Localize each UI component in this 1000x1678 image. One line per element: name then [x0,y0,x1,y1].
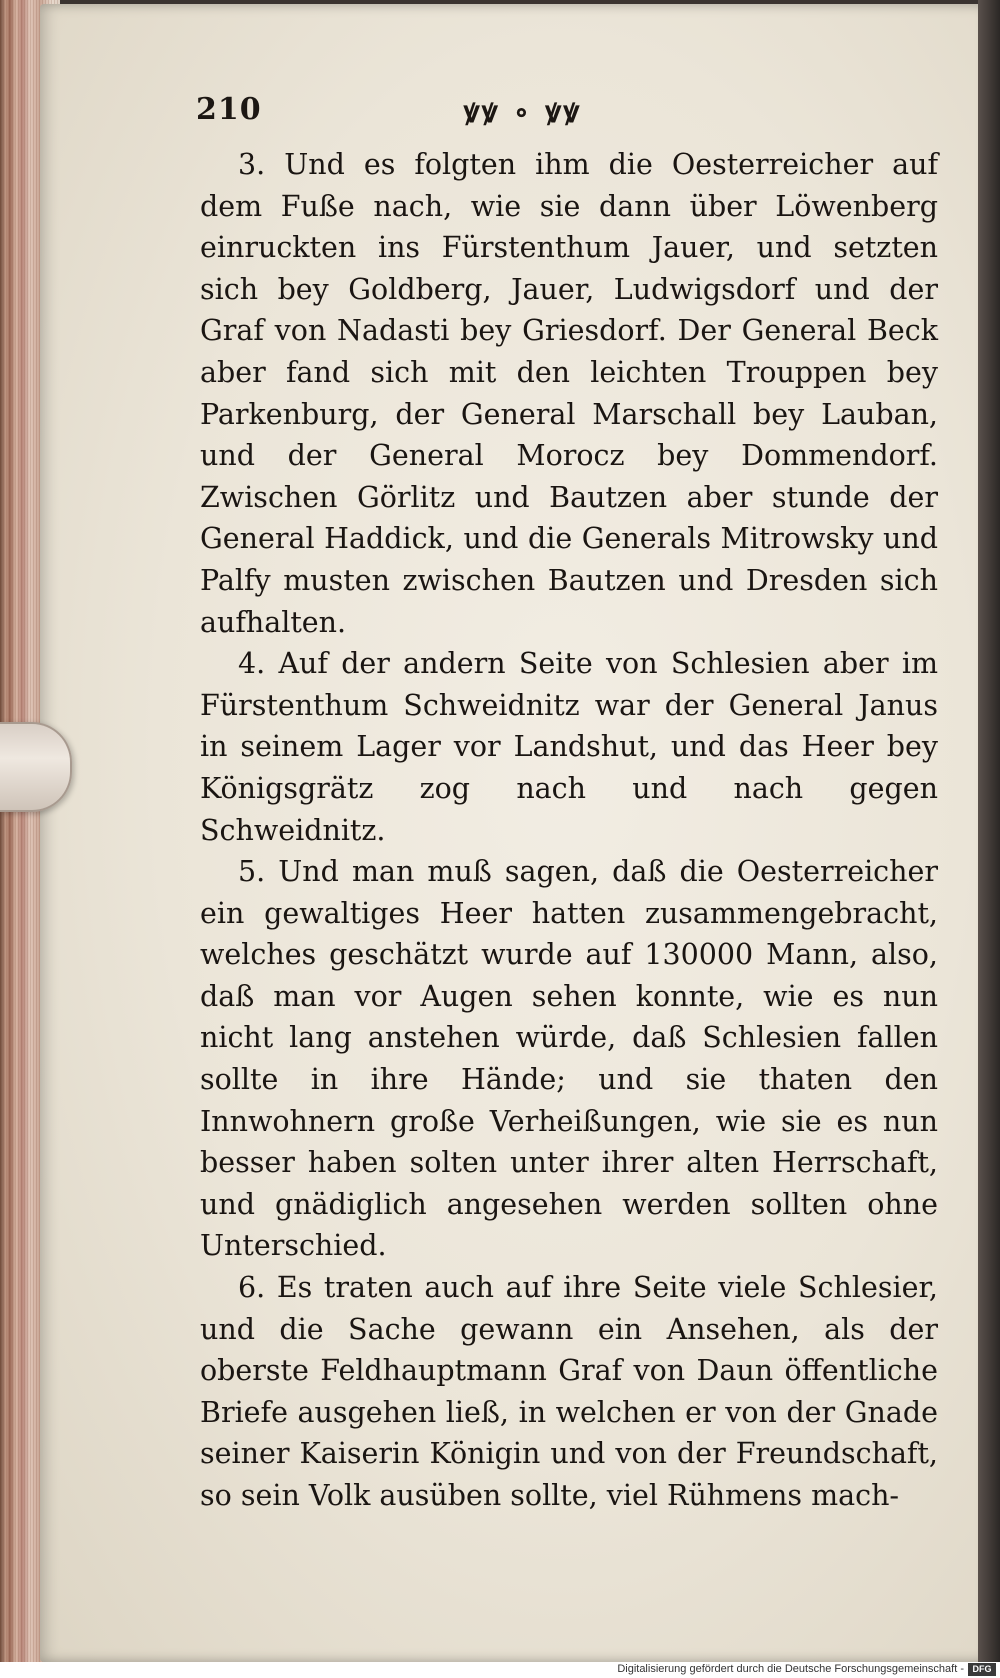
header-ornament: ꝟꝟ ∘ ꝟꝟ [464,95,582,130]
page-number: 210 [196,92,262,127]
page-header [196,92,936,134]
paragraph-3: 3. Und es folgten ihm die Oesterreicher auf dem Fuße nach, wie sie dann über Löwenberg einruckten ins Fürstenthum Jauer, und setzten sich bey Goldberg, Jauer, Ludwigsdorf und der Graf von Nadasti bey Griesdorf. Der General Beck aber fand sich mit den leichten Trouppen bey Parkenburg, der General Marschall bey Lauban, und der General Morocz bey Dommendorf. Zwischen Görlitz und Bautzen aber stunde der General Haddick, und die Generals Mitrowsky und Palfy musten zwischen Bautzen und Dresden sich aufhalten. [200,148,938,639]
paragraph-6: 6. Es traten auch auf ihre Seite viele Schlesier, und die Sache gewann ein Ansehen, als der oberste Feldhauptmann Graf von Daun öffentliche Briefe ausgehen ließ, in welchen er von der Gnade seiner Kaiserin Königin und von der Freundschaft, so sein Volk ausüben sollte, viel Rühmens mach- [200,1271,938,1512]
paragraph-4: 4. Auf der andern Seite von Schlesien aber im Fürstenthum Schweidnitz war der General Janus in seinem Lager vor Landshut, und das Heer bey Königsgrätz zog nach und nach gegen Schweidnitz. [200,647,938,847]
page-clamp [0,722,72,812]
page-gutter-shadow [978,0,1000,1665]
page-body [200,144,938,1517]
paragraph-5: 5. Und man muß sagen, daß die Oesterreicher ein gewaltiges Heer hatten zusammengebracht, welches geschätzt wurde auf 130000 Mann, also, daß man vor Augen sehen konnte, wie es nun nicht lang anstehen würde, daß Schlesien fallen sollte in ihre Hände; und sie thaten den Innwohnern große Verheißungen, wie sie es nun besser haben solten unter ihrer alten Herrschaft, und gnädiglich angesehen werden sollten ohne Unterschied. [200,855,938,1263]
digitization-credit: Digitalisierung gefördert durch die Deutsche Forschungsgemeinschaft - [617,1663,964,1675]
dfg-logo: DFG [968,1663,996,1676]
